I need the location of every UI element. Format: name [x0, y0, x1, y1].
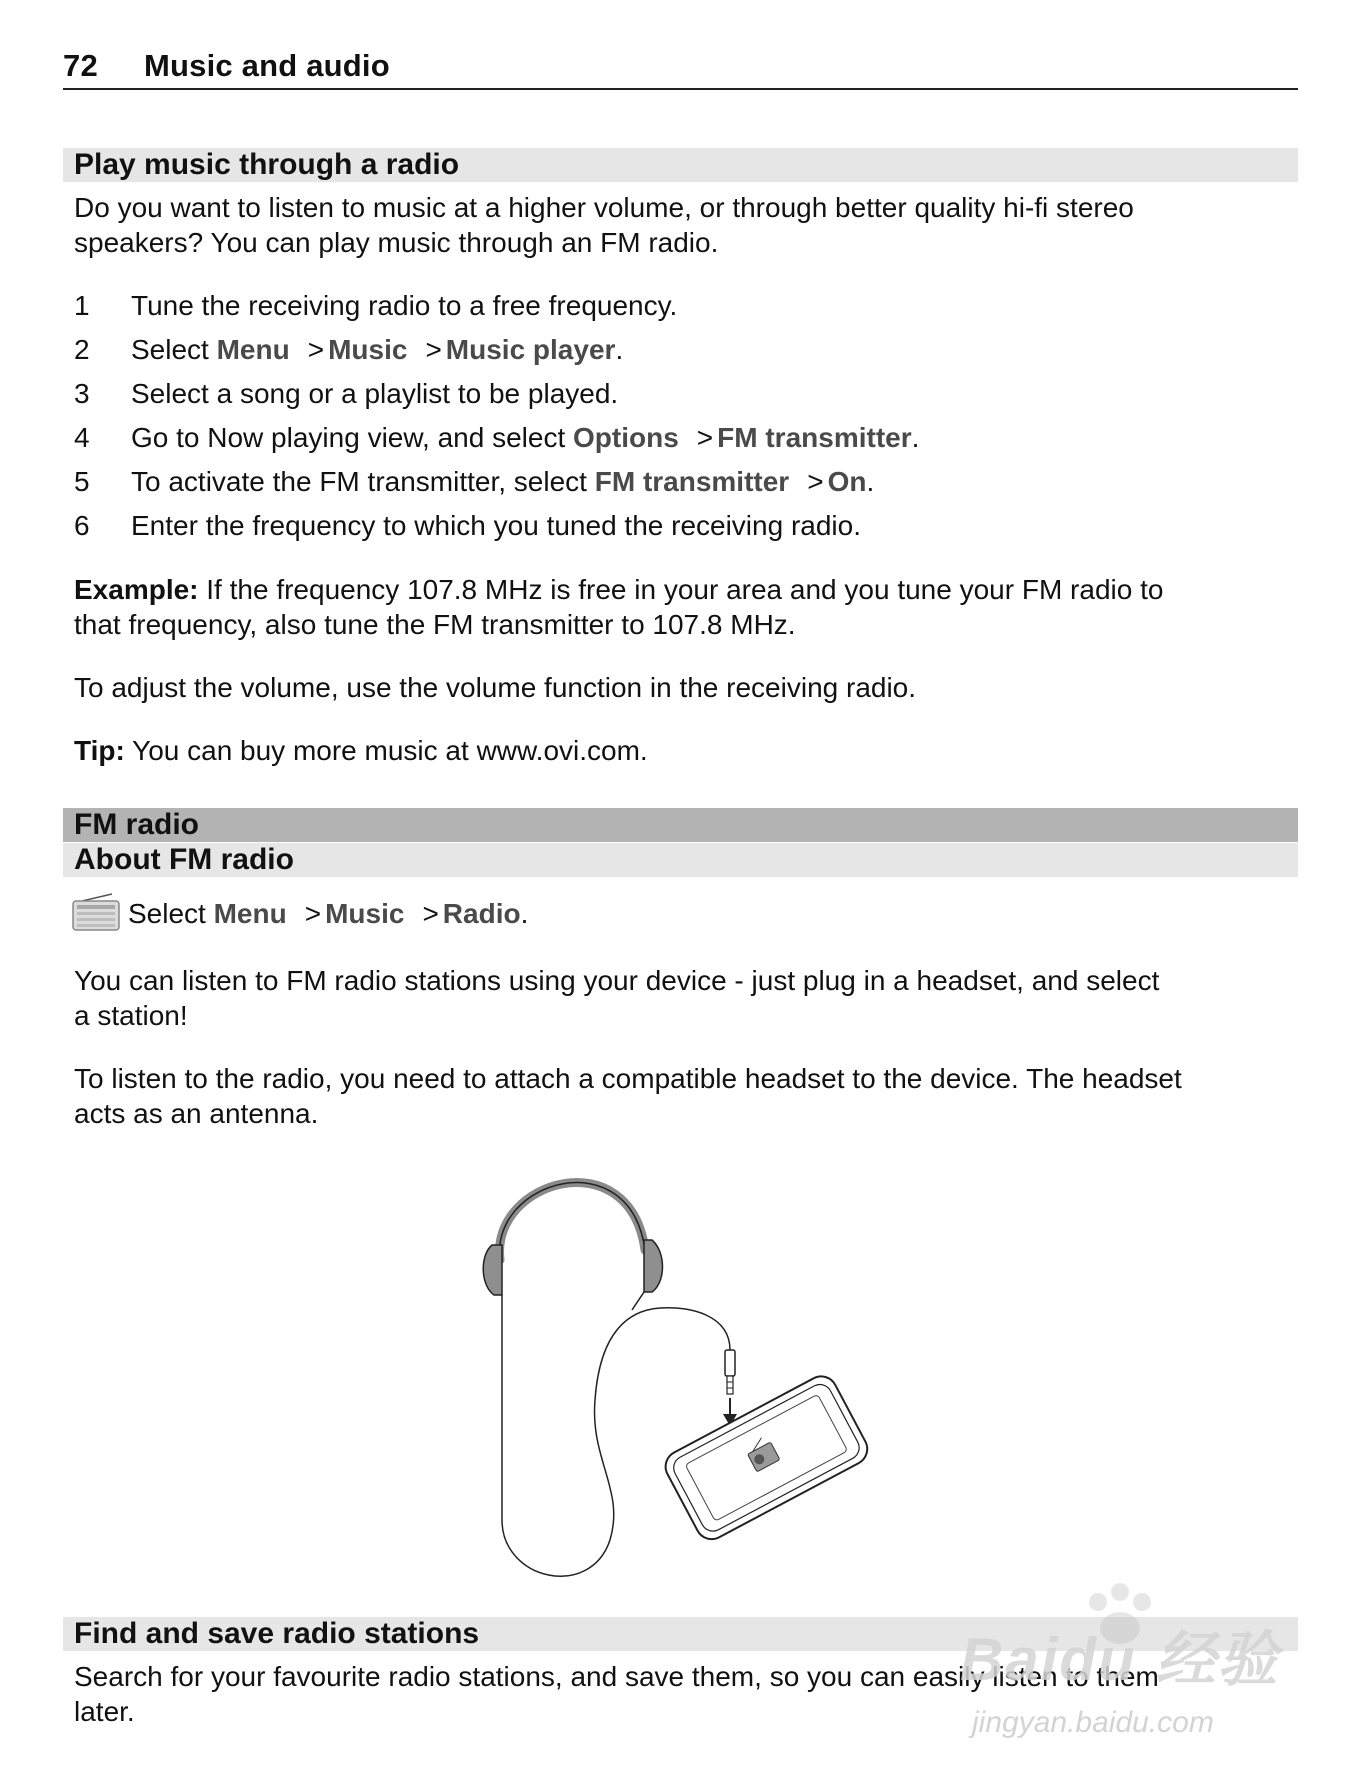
intro-line-1: Do you want to listen to music at a higher volume, or through better quality hi-fi stereo	[74, 192, 1134, 223]
watermark-url: jingyan.baidu.com	[972, 1706, 1214, 1739]
step-text	[131, 420, 919, 455]
step-number: 5	[74, 466, 90, 497]
tip-label: Tip:	[74, 735, 125, 766]
step-text-post: .	[866, 466, 875, 497]
fm-para1-line2: a station!	[74, 1000, 188, 1031]
page-number: 72	[63, 48, 98, 83]
tip-line	[74, 733, 1296, 768]
ui-fm-transmitter-label: FM transmitter	[594, 466, 790, 497]
ui-music-label: Music	[328, 334, 408, 365]
step-text-pre: To activate the FM transmitter, select	[131, 466, 595, 497]
watermark-logo: Baidu 经验	[960, 1626, 1280, 1693]
step-text: Enter the frequency to which you tuned the receiving radio.	[131, 510, 861, 541]
ui-fm-transmitter-label: FM transmitter	[717, 422, 912, 453]
step-1	[74, 288, 1296, 323]
step-number: 4	[74, 422, 90, 453]
step-number: 2	[74, 334, 90, 365]
step-number: 3	[74, 378, 90, 409]
step-4	[74, 420, 1296, 455]
select-radio-line	[72, 893, 1294, 931]
path-separator: >	[307, 334, 325, 365]
radio-app-icon	[72, 893, 120, 931]
step-3	[74, 376, 1296, 411]
step-text-post: .	[911, 422, 920, 453]
fm-para1-line1: You can listen to FM radio stations using your device - just plug in a headset, and select	[74, 965, 1160, 996]
fm-para2-line1: To listen to the radio, you need to attach a compatible headset to the device. The headset	[74, 1063, 1182, 1094]
ui-on-label: On	[827, 466, 867, 497]
ui-music-label: Music	[325, 898, 405, 929]
example-line-2: that frequency, also tune the FM transmitter to 107.8 MHz.	[74, 609, 796, 640]
section-heading-play-music: Play music through a radio	[63, 148, 1298, 182]
step-text-post: .	[615, 334, 624, 365]
ui-music-player-label: Music player	[445, 334, 616, 365]
volume-text: To adjust the volume, use the volume function in the receiving radio.	[74, 672, 917, 703]
step-2	[74, 332, 1296, 367]
step-text: Tune the receiving radio to a free frequency.	[131, 290, 678, 321]
step-6	[74, 508, 1296, 543]
ui-radio-label: Radio	[442, 898, 521, 929]
step-text	[131, 464, 874, 499]
step-text	[131, 332, 623, 367]
step-text-pre: Select	[131, 334, 217, 365]
intro-line-2: speakers? You can play music through an FM radio.	[74, 227, 719, 258]
tip-text: You can buy more music at www.ovi.com.	[124, 735, 648, 766]
section-heading-fm-radio: FM radio	[63, 808, 1298, 842]
path-separator: >	[304, 898, 322, 929]
path-separator: >	[425, 334, 442, 365]
step-text-pre: Go to Now playing view, and select	[131, 422, 574, 453]
find-save-line-2: later.	[74, 1696, 135, 1727]
step-5	[74, 464, 1296, 499]
chapter-title: Music and audio	[144, 48, 390, 83]
select-text-post: .	[520, 898, 529, 929]
step-number: 6	[74, 510, 90, 541]
find-save-line-1: Search for your favourite radio stations, and save them, so you can easily listen to them	[74, 1661, 1159, 1692]
ui-menu-label: Menu	[213, 898, 287, 929]
path-separator: >	[422, 898, 439, 929]
headset-figure-svg	[480, 1160, 880, 1590]
select-text-pre: Select	[128, 898, 214, 929]
path-separator: >	[696, 422, 714, 453]
headset-phone-illustration	[480, 1160, 880, 1590]
example-line-1	[74, 572, 1296, 607]
section-heading-find-save-stations: Find and save radio stations	[63, 1617, 1298, 1651]
step-text: Select a song or a playlist to be played.	[131, 378, 619, 409]
running-head	[63, 48, 1298, 90]
example-text: If the frequency 107.8 MHz is free in your area and you tune your FM radio to	[198, 574, 1164, 605]
path-separator: >	[807, 466, 824, 497]
step-number: 1	[74, 290, 90, 321]
ui-options-label: Options	[573, 422, 679, 453]
fm-para2-line2: acts as an antenna.	[74, 1098, 319, 1129]
subsection-heading-about-fm-radio: About FM radio	[63, 843, 1298, 877]
example-label: Example:	[74, 574, 199, 605]
ui-menu-label: Menu	[216, 334, 290, 365]
